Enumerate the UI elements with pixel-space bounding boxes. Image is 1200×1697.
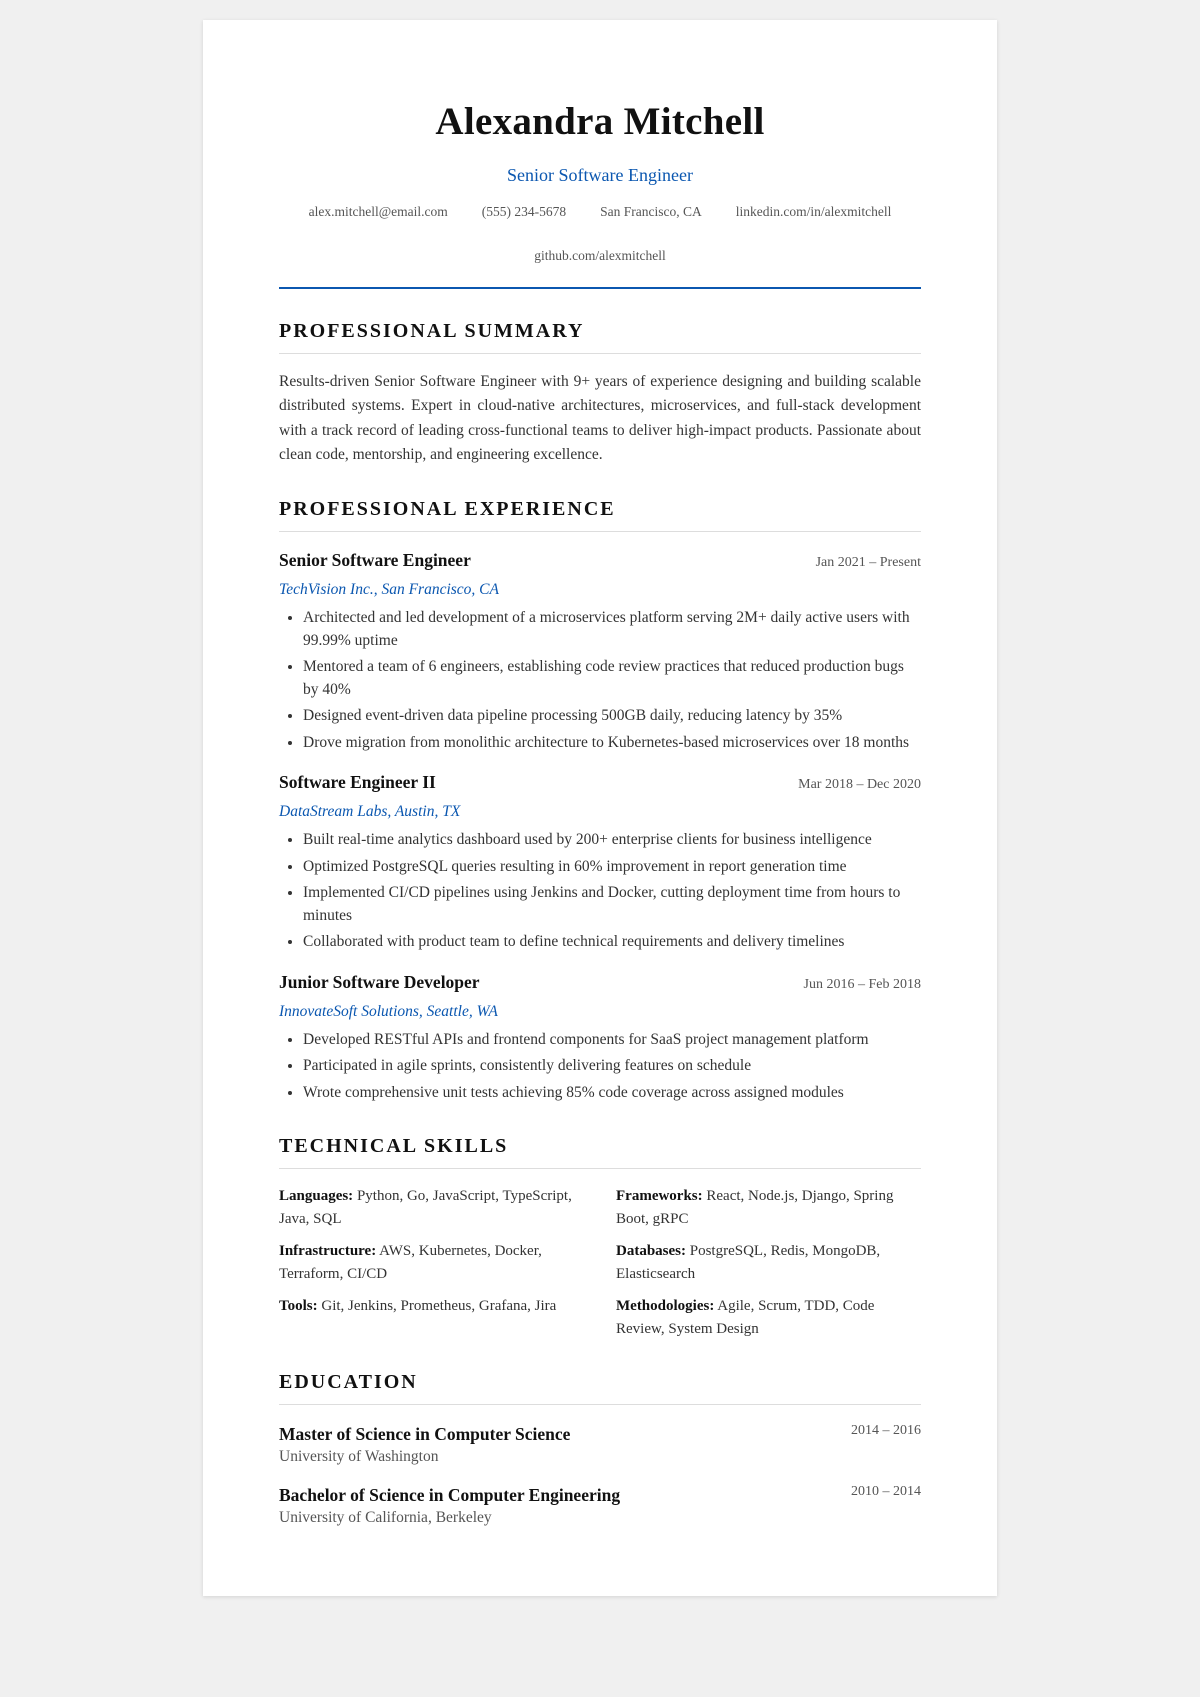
skill-label: Infrastructure: xyxy=(279,1243,377,1260)
job-entry xyxy=(279,972,921,1105)
education-entry xyxy=(279,1423,921,1466)
job-bullet: • Built real-time analytics dashboard used by 200+ enterprise clients for business intelligence xyxy=(303,829,921,852)
skill-value: React, Node.js, Django, Spring Boot, gRPC xyxy=(616,1188,894,1227)
job-title: Junior Software Developer xyxy=(279,971,480,992)
degree: Bachelor of Science in Computer Engineering xyxy=(279,1485,621,1506)
degree: Master of Science in Computer Science xyxy=(279,1424,571,1445)
candidate-name: Alexandra Mitchell xyxy=(435,100,765,143)
experience-heading: PROFESSIONAL EXPERIENCE xyxy=(279,497,921,532)
skills-grid xyxy=(279,1185,921,1340)
job-entry xyxy=(279,550,921,754)
job-bullets xyxy=(279,1029,921,1105)
summary-heading: PROFESSIONAL SUMMARY xyxy=(279,319,921,354)
skill-value: Git, Jenkins, Prometheus, Grafana, Jira xyxy=(317,1298,557,1315)
skill-item xyxy=(616,1240,921,1285)
job-company: TechVision Inc., San Francisco, CA xyxy=(279,581,499,599)
education-entry xyxy=(279,1484,921,1527)
job-entry xyxy=(279,772,921,954)
skill-label: Databases: xyxy=(616,1243,686,1260)
education-heading: EDUCATION xyxy=(279,1370,921,1405)
candidate-title: Senior Software Engineer xyxy=(507,165,693,185)
skill-value: Python, Go, JavaScript, TypeScript, Java, SQL xyxy=(279,1188,572,1227)
skill-value: PostgreSQL, Redis, MongoDB, Elasticsearch xyxy=(616,1243,881,1282)
job-header xyxy=(279,550,921,571)
job-bullet: • Participated in agile sprints, consistently delivering features on schedule xyxy=(303,1055,921,1078)
job-company: InnovateSoft Solutions, Seattle, WA xyxy=(279,1002,498,1020)
skill-item xyxy=(279,1295,584,1340)
job-title: Software Engineer II xyxy=(279,772,436,793)
skill-item xyxy=(616,1185,921,1230)
school: University of California, Berkeley xyxy=(279,1509,492,1527)
skill-label: Frameworks: xyxy=(616,1188,703,1205)
job-bullet: • Wrote comprehensive unit tests achieving 85% code coverage across assigned modules xyxy=(303,1082,921,1105)
job-dates: Mar 2018 – Dec 2020 xyxy=(798,777,921,793)
job-bullet: • Architected and led development of a microservices platform serving 2M+ daily active users with 99.99% uptime xyxy=(303,607,921,652)
job-dates: Jun 2016 – Feb 2018 xyxy=(803,976,921,992)
school: University of Washington xyxy=(279,1448,439,1466)
job-bullets xyxy=(279,829,921,954)
job-bullet: • Implemented CI/CD pipelines using Jenkins and Docker, cutting deployment time from hours to minutes xyxy=(303,882,921,927)
education-list xyxy=(279,1423,921,1527)
skill-value: Agile, Scrum, TDD, Code Review, System Design xyxy=(616,1298,875,1337)
summary-text: Results-driven Senior Software Engineer with 9+ years of experience designing and building scalable distributed systems. Expert in cloud-native architectures, microservices, and full-stack development with a track record of leading cross-functional teams to deliver high-impact products. Passionate about clean code, mentorship, and engineering excellence. xyxy=(279,373,921,463)
job-header xyxy=(279,972,921,993)
job-bullet: • Optimized PostgreSQL queries resulting in 60% improvement in report generation time xyxy=(303,856,921,879)
skill-label: Methodologies: xyxy=(616,1298,715,1315)
job-bullet: • Developed RESTful APIs and frontend components for SaaS project management platform xyxy=(303,1029,921,1052)
skills-heading: TECHNICAL SKILLS xyxy=(279,1134,921,1169)
skill-item xyxy=(279,1185,584,1230)
skill-label: Languages: xyxy=(279,1188,354,1205)
contact-email[interactable]: alex.mitchell@email.com xyxy=(308,204,448,219)
resume-page xyxy=(203,20,997,1596)
skill-value: AWS, Kubernetes, Docker, Terraform, CI/CD xyxy=(279,1243,542,1282)
skill-label: Tools: xyxy=(279,1298,318,1315)
education-info xyxy=(279,1423,570,1466)
contact-github[interactable]: github.com/alexmitchell xyxy=(534,248,666,263)
education-info xyxy=(279,1484,620,1527)
contact-info xyxy=(279,202,921,290)
skill-item xyxy=(279,1240,584,1285)
experience-list xyxy=(279,550,921,1104)
job-dates: Jan 2021 – Present xyxy=(815,555,921,571)
contact-location: San Francisco, CA xyxy=(600,204,702,219)
job-bullet: • Mentored a team of 6 engineers, establishing code review practices that reduced production bugs by 40% xyxy=(303,656,921,701)
job-bullet: • Designed event-driven data pipeline processing 500GB daily, reducing latency by 35% xyxy=(303,705,921,728)
contact-phone: (555) 234-5678 xyxy=(481,204,567,219)
job-company: DataStream Labs, Austin, TX xyxy=(279,803,461,821)
education-dates: 2014 – 2016 xyxy=(851,1423,921,1439)
job-title: Senior Software Engineer xyxy=(279,550,471,571)
job-bullets xyxy=(279,607,921,754)
contact-linkedin[interactable]: linkedin.com/in/alexmitchell xyxy=(735,204,892,219)
job-bullet: • Collaborated with product team to define technical requirements and delivery timelines xyxy=(303,931,921,954)
skill-item xyxy=(616,1295,921,1340)
job-bullet: • Drove migration from monolithic architecture to Kubernetes-based microservices over 18 months xyxy=(303,732,921,755)
education-dates: 2010 – 2014 xyxy=(851,1484,921,1500)
job-header xyxy=(279,772,921,793)
